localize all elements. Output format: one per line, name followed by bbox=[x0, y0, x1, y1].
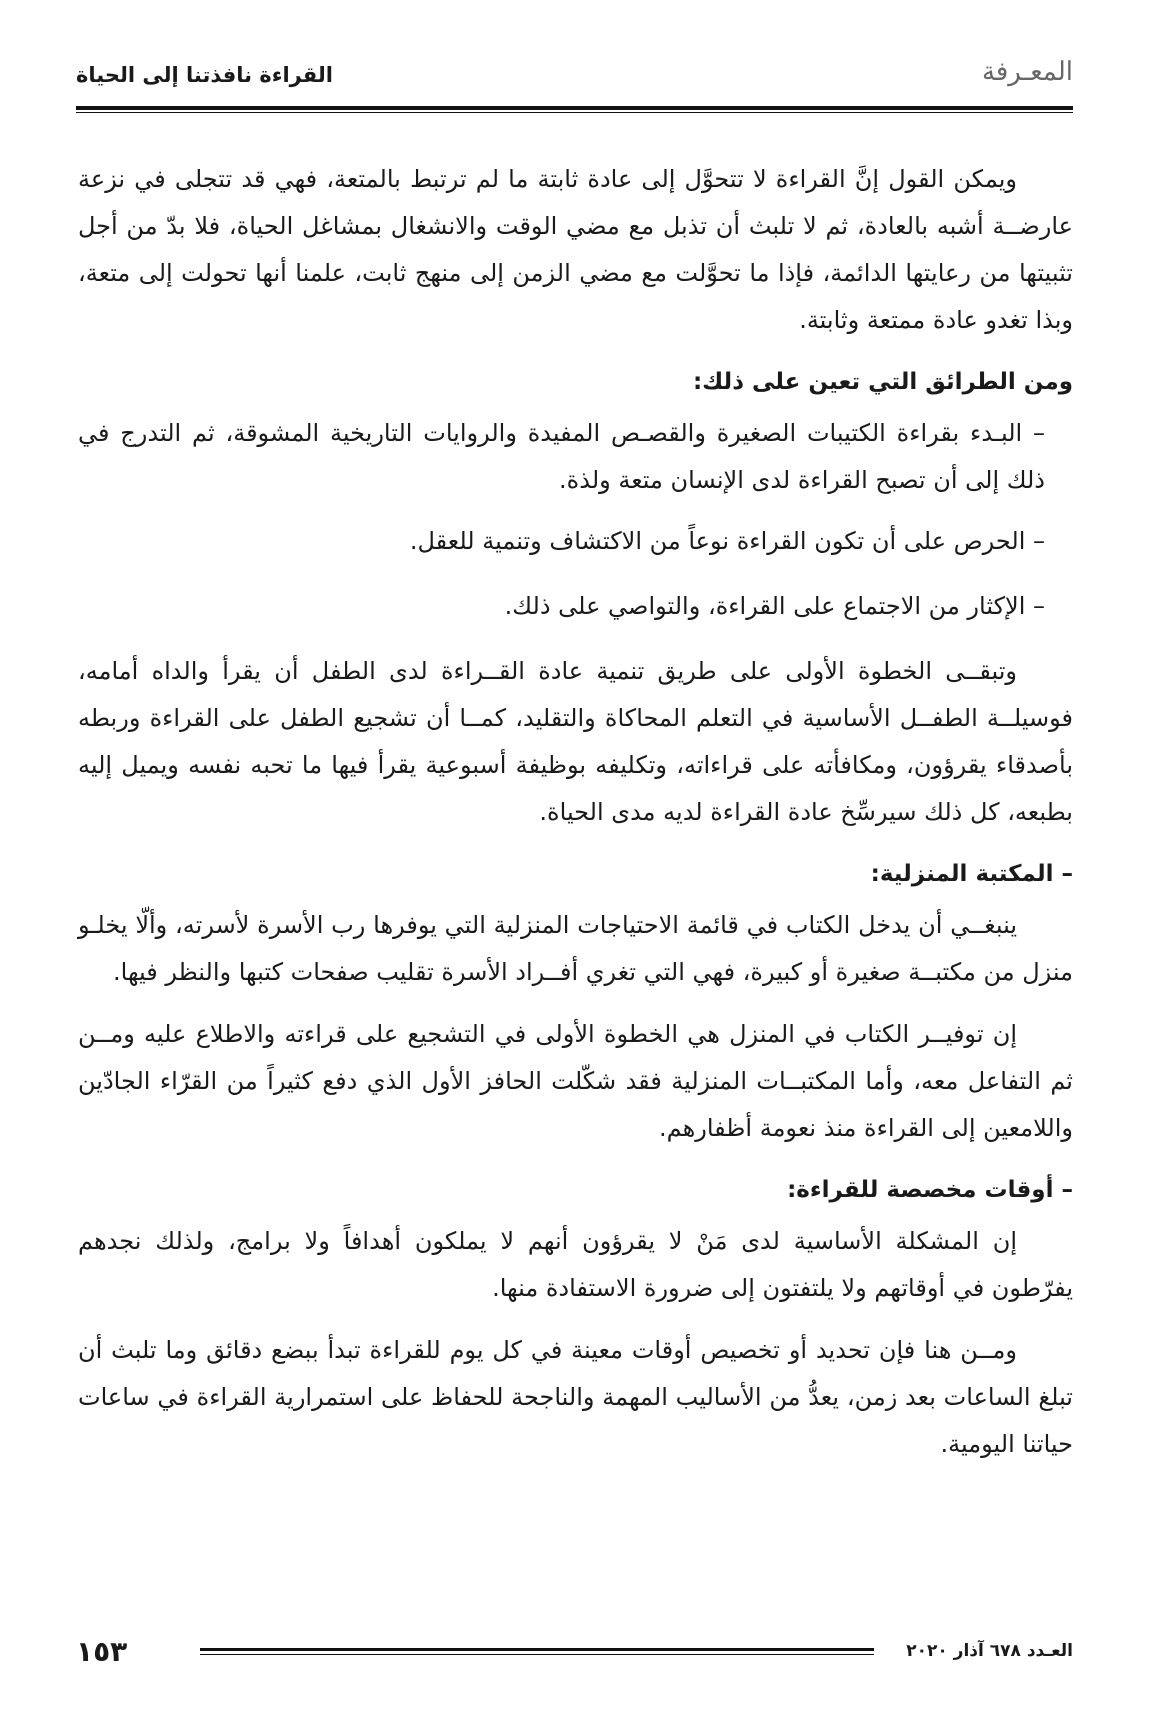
footer-rule-thick bbox=[200, 1648, 874, 1651]
page-number: ١٥٣ bbox=[76, 1635, 128, 1668]
issue-info: العـدد ٦٧٨ آذار ٢٠٢٠ bbox=[906, 1641, 1073, 1661]
article-body bbox=[78, 156, 1073, 1483]
header-rule-thin bbox=[76, 112, 1073, 113]
page-footer bbox=[76, 1635, 1073, 1675]
paragraph-habit: ويمكن القول إنَّ القراءة لا تتحوَّل إلى عادة ثابتة ما لم ترتبط بالمتعة، فهي قد تتجلى في نزعة عارضــة أشبه بالعادة، ثم لا تلبث أن تذبل مع مضي الوقت والانشغال بمشاغل الحياة، فلا بدّ من أجل تثبيتها من رعايتها الدائمة، فإذا ما تحوَّلت مع مضي الزمن إلى منهج ثابت، علمنا أنها تحولت إلى متعة، وبذا تغدو عادة ممتعة وثابتة. bbox=[78, 165, 1073, 334]
page-header bbox=[76, 45, 1073, 103]
running-title: القراءة نافذتنا إلى الحياة bbox=[76, 63, 333, 87]
list-item-gathering: – الإكثار من الاجتماع على القراءة، والتواصي على ذلك. bbox=[504, 592, 1045, 620]
footer-rule-thin bbox=[200, 1654, 874, 1655]
section-heading-methods: ومن الطرائق التي تعين على ذلك: bbox=[692, 369, 1073, 395]
section-heading-reading-times: – أوقات مخصصة للقراءة: bbox=[787, 1177, 1073, 1203]
paragraph-dedicated-time: ومــن هنا فإن تحديد أو تخصيص أوقات معينة في كل يوم للقراءة تبدأ ببضع دقائق وما تلبث أن تبلغ الساعات بعد زمن، يعدُّ من الأساليب المهمة والناجحة للحفاظ على استمرارية القراءة في ساعات حياتنا اليومية. bbox=[78, 1336, 1073, 1458]
paragraph-first-step-child: وتبقــى الخطوة الأولى على طريق تنمية عادة القــراءة لدى الطفل أن يقرأ والداه أمامه، فوسيلــة الطفــل الأساسية في التعلم المحاكاة والتقليد، كمــا أن تشجيع الطفل على القراءة وربطه بأصدقاء يقرؤون، ومكافأته على قراءاته، وتكليفه بوظيفة أسبوعية يقرأ فيها ما تحبه نفسه ويميل إليه بطبعه، كل ذلك سيرسِّخ عادة القراءة لديه مدى الحياة. bbox=[78, 657, 1073, 826]
header-rule-thick bbox=[76, 106, 1073, 110]
list-item-discovery: – الحرص على أن تكون القراءة نوعاً من الاكتشاف وتنمية للعقل. bbox=[409, 527, 1045, 555]
list-item-start-small-books: – البـدء بقراءة الكتيبات الصغيرة والقصـص المفيدة والروايات التاريخية المشوقة، ثم التدرج في ذلك إلى أن تصبح القراءة لدى الإنسان متعة ولذة. bbox=[78, 419, 1045, 494]
section-heading-home-library: – المكتبة المنزلية: bbox=[870, 861, 1073, 887]
magazine-logo: المعـرفة bbox=[981, 57, 1073, 87]
paragraph-home-library: ينبغــي أن يدخل الكتاب في قائمة الاحتياجات المنزلية التي يوفرها رب الأسرة لأسرته، وألّا يخلـو منزل من مكتبــة صغيرة أو كبيرة، فهي التي تغري أفــراد الأسرة تقليب صفحات كتبها والنظر فيها. bbox=[78, 911, 1073, 986]
paragraph-problem: إن المشكلة الأساسية لدى مَنْ لا يقرؤون أنهم لا يملكون أهدافاً ولا برامج، ولذلك نجدهم يفرّطون في أوقاتهم ولا يلتفتون إلى ضرورة الاستفادة منها. bbox=[78, 1227, 1073, 1302]
paragraph-book-at-home: إن توفيــر الكتاب في المنزل هي الخطوة الأولى في التشجيع على قراءته والاطلاع عليه ومــن ثم التفاعل معه، وأما المكتبــات المنزلية فقد شكّلت الحافز الأول الذي دفع كثيراً من القرّاء الجادّين واللامعين إلى القراءة منذ نعومة أظفارهم. bbox=[78, 1020, 1073, 1142]
